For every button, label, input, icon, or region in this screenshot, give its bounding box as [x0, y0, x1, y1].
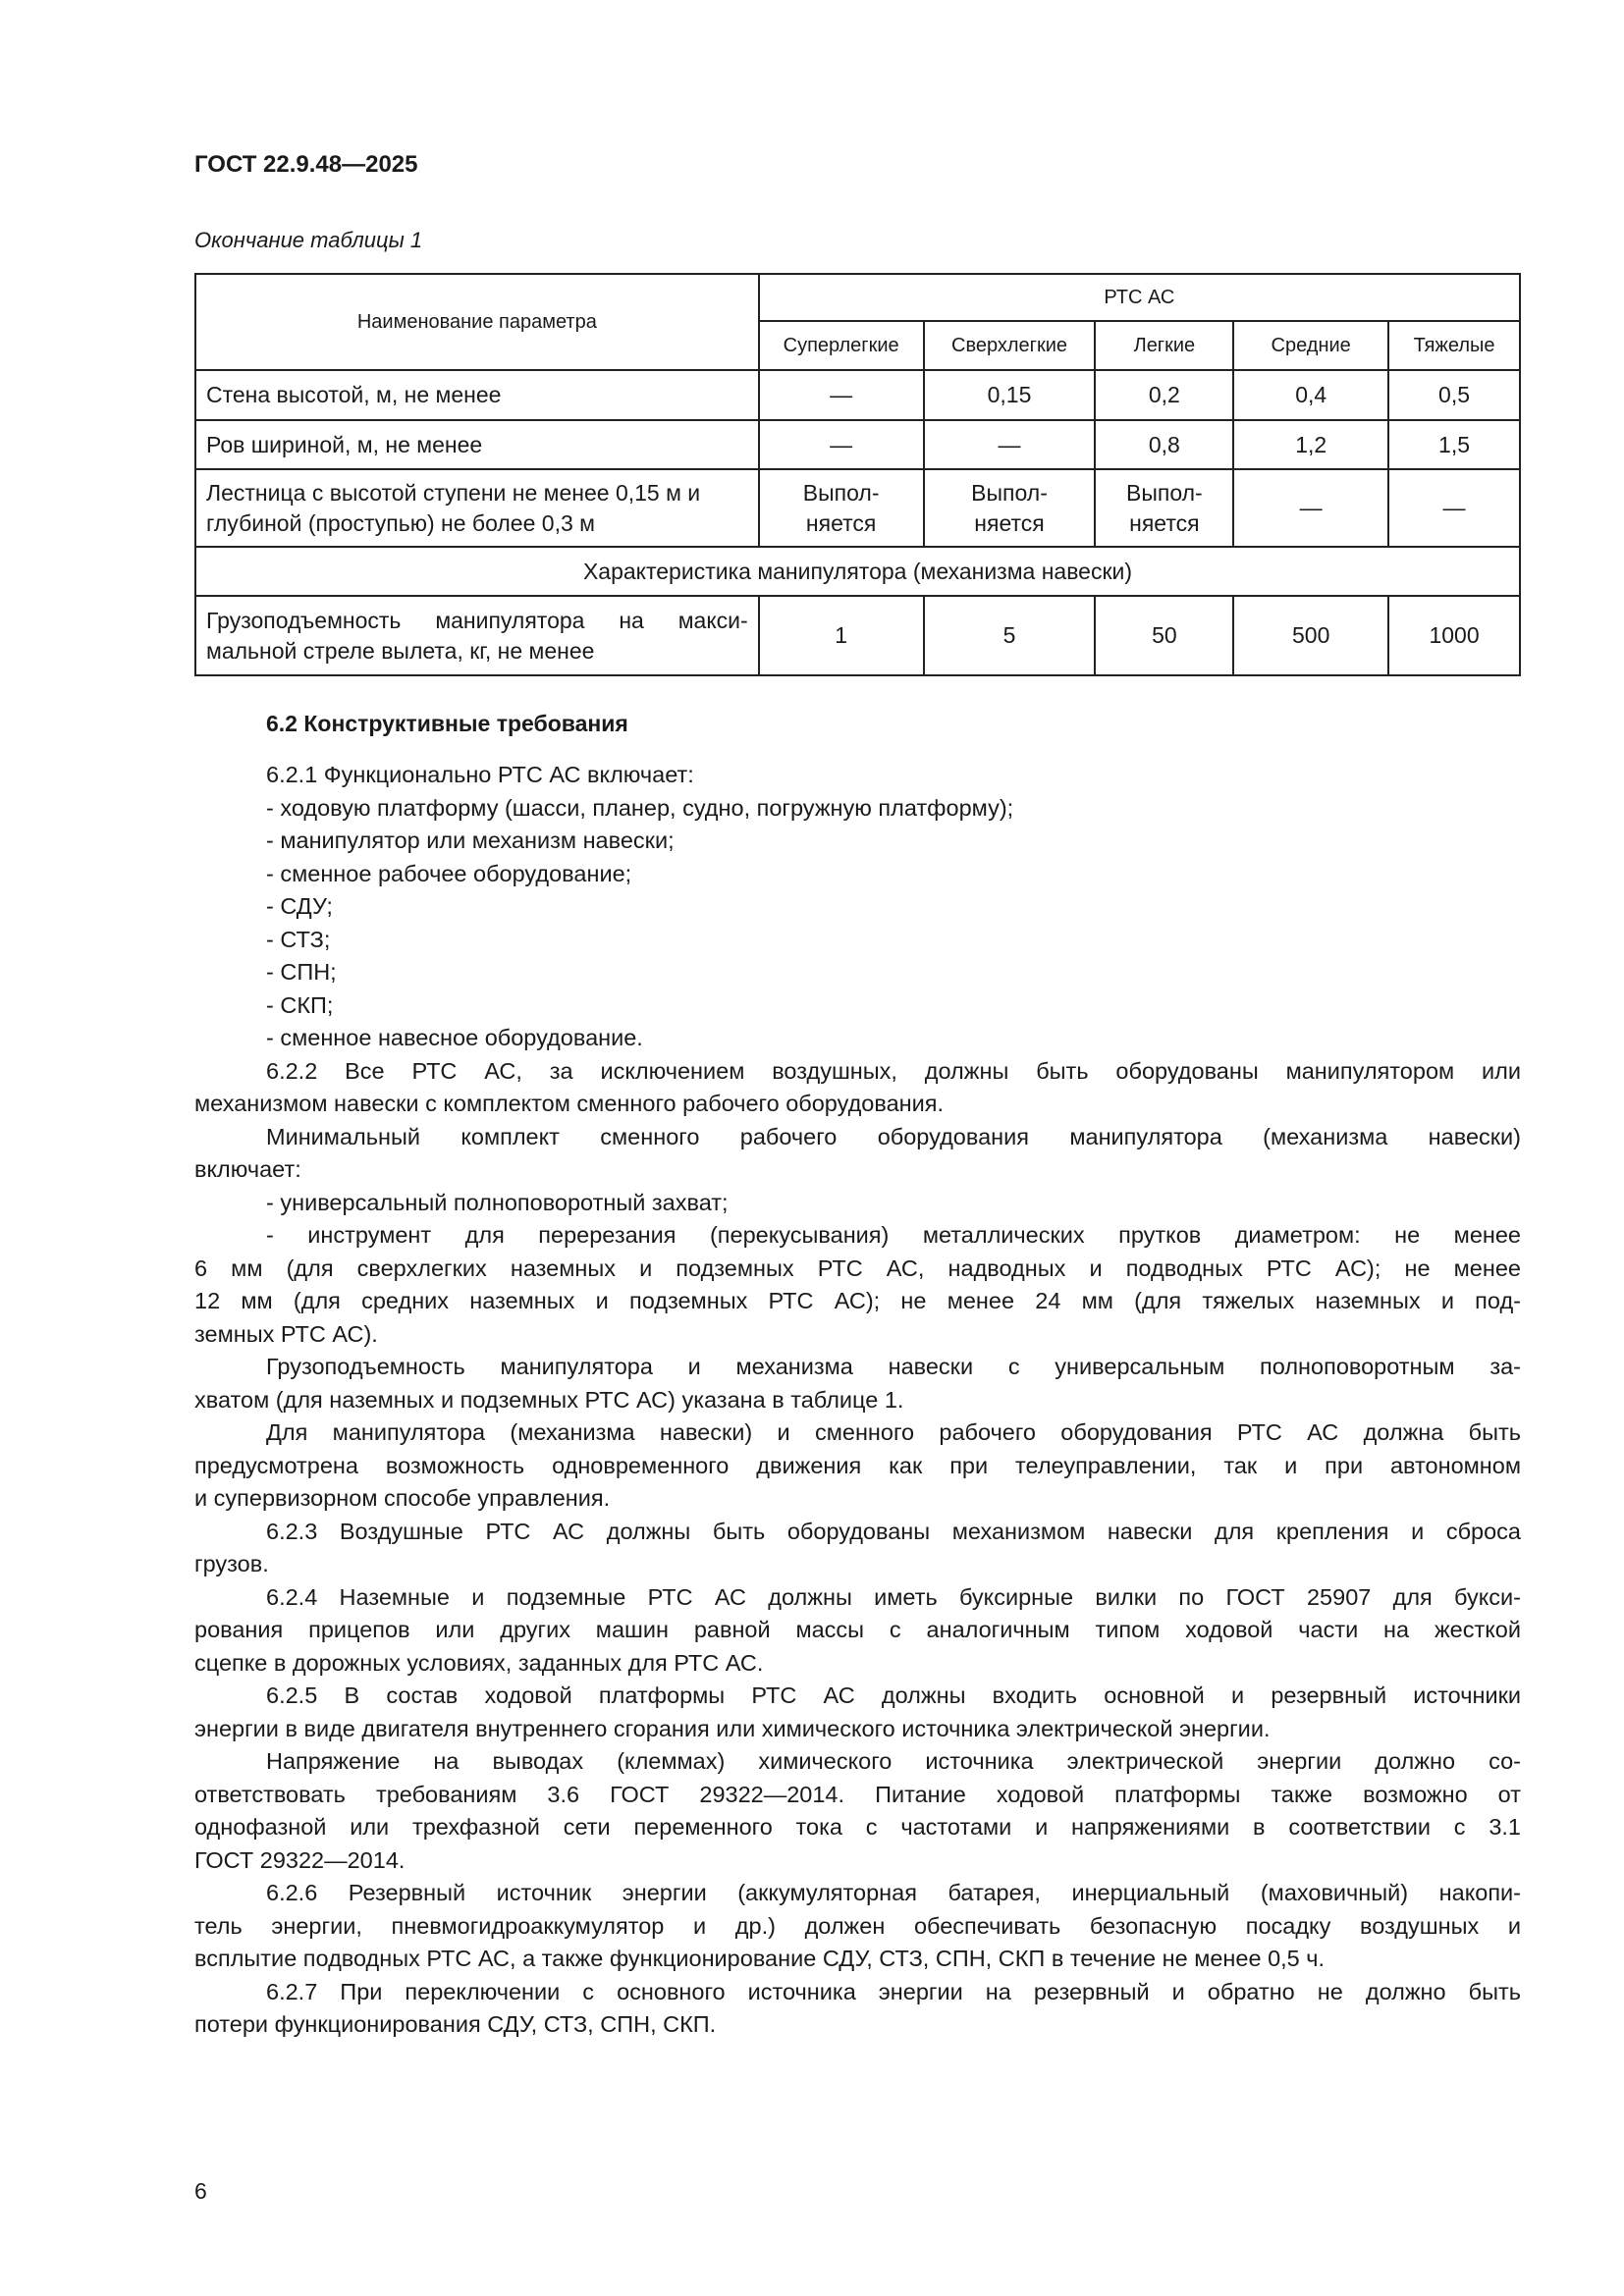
text-line: 6.2.6 Резервный источник энергии (аккумуляторная батарея, инерциальный (маховичный) накопи- — [266, 1880, 1521, 1905]
text-line: 6.2.3 Воздушные РТС АС должны быть оборудованы механизмом навески для крепления и сброса — [266, 1518, 1521, 1544]
text-line: Напряжение на выводах (клеммах) химического источника электрической энергии должно со- — [266, 1748, 1521, 1774]
text-line: однофазной или трехфазной сети переменного тока с частотами и напряжениями в соответствии с 3.1 — [194, 1814, 1521, 1840]
cell: 50 — [1095, 596, 1233, 675]
row-name — [195, 596, 759, 675]
cell: 1,5 — [1388, 420, 1520, 469]
cell: 5 — [924, 596, 1096, 675]
cell: 0,8 — [1095, 420, 1233, 469]
text-line: Минимальный комплект сменного рабочего оборудования манипулятора (механизма навески) — [266, 1123, 1521, 1149]
group-header: РТС АС — [759, 274, 1520, 321]
column-header: Сверхлегкие — [924, 321, 1096, 370]
cell: 0,2 — [1095, 370, 1233, 420]
section-row: Характеристика манипулятора (механизма навески) — [195, 547, 1520, 596]
section-heading: 6.2 Конструктивные требования — [266, 711, 628, 736]
row-name — [195, 469, 759, 547]
table-caption: Окончание таблицы 1 — [194, 228, 423, 252]
row-name-line: Лестница с высотой ступени не менее 0,15 м и — [206, 479, 701, 506]
text-line: хватом (для наземных и подземных РТС АС) указана в таблице 1. — [194, 1386, 904, 1413]
row-name-line: Грузоподъемность манипулятора на макси- — [206, 607, 748, 633]
text-line: сцепке в дорожных условиях, заданных для РТС АС. — [194, 1649, 764, 1676]
list-item: - универсальный полноповоротный захват; — [266, 1189, 729, 1215]
text-line: предусмотрена возможность одновременного движения как при телеуправлении, так и при автономном — [194, 1452, 1521, 1478]
text-line: 6.2.7 При переключении с основного источника энергии на резервный и обратно не должно быть — [266, 1978, 1521, 2004]
text-line: потери функционирования СДУ, СТЗ, СПН, СКП. — [194, 2011, 717, 2037]
cell: 500 — [1233, 596, 1388, 675]
column-header: Средние — [1233, 321, 1388, 370]
text-line: ГОСТ 29322—2014. — [194, 1846, 406, 1873]
text-line: и супервизорном способе управления. — [194, 1485, 611, 1511]
list-item: - манипулятор или механизм навески; — [266, 828, 675, 853]
text-line: всплытие подводных РТС АС, а также функционирование СДУ, СТЗ, СПН, СКП в течение не менее 0,5 ч. — [194, 1946, 1326, 1971]
cell: — — [1388, 469, 1520, 547]
list-item: - ходовую платформу (шасси, планер, судно, погружную платформу); — [266, 794, 1014, 821]
cell: 1,2 — [1233, 420, 1388, 469]
list-item: - СДУ; — [266, 893, 333, 919]
cell: — — [924, 420, 1096, 469]
row-name: Ров шириной, м, не менее — [195, 420, 759, 469]
table-row — [195, 596, 1520, 675]
cell: 0,4 — [1233, 370, 1388, 420]
row-name-line: глубиной (проступью) не более 0,3 м — [206, 509, 595, 536]
list-item: - инструмент для перерезания (перекусывания) металлических прутков диаметром: не менее — [266, 1222, 1521, 1248]
list-item: - СКП; — [266, 991, 334, 1018]
text-line: ответствовать требованиям 3.6 ГОСТ 29322—2014. Питание ходовой платформы также возможно от — [194, 1781, 1521, 1807]
text-line: 12 мм (для средних наземных и подземных РТС АС); не менее 24 мм (для тяжелых наземных и под- — [194, 1288, 1521, 1313]
cell: Выпол- няется — [924, 469, 1096, 547]
table-row — [195, 420, 1520, 469]
text-line: включает: — [194, 1156, 301, 1182]
list-item: - сменное навесное оборудование. — [266, 1025, 643, 1050]
cell: Выпол- няется — [1095, 469, 1233, 547]
text-line: энергии в виде двигателя внутреннего сгорания или химического источника электрической энергии. — [194, 1715, 1271, 1741]
cell: — — [759, 370, 924, 420]
param-header: Наименование параметра — [195, 274, 759, 370]
table-row — [195, 469, 1520, 547]
column-header: Тяжелые — [1388, 321, 1520, 370]
row-name: Стена высотой, м, не менее — [195, 370, 759, 420]
text-line: земных РТС АС). — [194, 1320, 378, 1347]
text-line: 6.2.4 Наземные и подземные РТС АС должны иметь буксирные вилки по ГОСТ 25907 для букси- — [266, 1583, 1521, 1610]
text-line: 6 мм (для сверхлегких наземных и подземных РТС АС, надводных и подводных РТС АС); не менее — [194, 1255, 1521, 1281]
list-item: - сменное рабочее оборудование; — [266, 860, 632, 886]
row-name-line: мальной стреле вылета, кг, не менее — [206, 637, 595, 664]
table-row — [195, 370, 1520, 420]
text-line: тель энергии, пневмогидроаккумулятор и др.) должен обеспечивать безопасную посадку воздушных и — [194, 1912, 1521, 1939]
parameters-table — [194, 273, 1521, 676]
text-line: механизмом навески с комплектом сменного рабочего оборудования. — [194, 1091, 945, 1116]
cell: 0,5 — [1388, 370, 1520, 420]
cell: — — [759, 420, 924, 469]
text-line: 6.2.1 Функционально РТС АС включает: — [266, 762, 694, 787]
cell: Выпол- няется — [759, 469, 924, 547]
cell: 1 — [759, 596, 924, 675]
text-line: Грузоподъемность манипулятора и механизма навески с универсальным полноповоротным за- — [266, 1354, 1521, 1379]
text-line: рования прицепов или других машин равной массы с аналогичным типом ходовой части на жесткой — [194, 1617, 1521, 1642]
document-title: ГОСТ 22.9.48—2025 — [194, 151, 418, 178]
body-text — [194, 759, 1521, 2042]
cell: 1000 — [1388, 596, 1520, 675]
text-line: 6.2.2 Все РТС АС, за исключением воздушных, должны быть оборудованы манипулятором или — [266, 1057, 1521, 1084]
column-header: Легкие — [1095, 321, 1233, 370]
cell: — — [1233, 469, 1388, 547]
list-item: - СПН; — [266, 959, 337, 985]
text-line: грузов. — [194, 1551, 269, 1576]
text-line: Для манипулятора (механизма навески) и сменного рабочего оборудования РТС АС должна быть — [266, 1419, 1521, 1445]
list-item: - СТЗ; — [266, 926, 331, 952]
text-line: 6.2.5 В состав ходовой платформы РТС АС должны входить основной и резервный источники — [266, 1682, 1521, 1708]
column-header: Суперлегкие — [759, 321, 924, 370]
cell: 0,15 — [924, 370, 1096, 420]
page-number: 6 — [194, 2178, 207, 2204]
